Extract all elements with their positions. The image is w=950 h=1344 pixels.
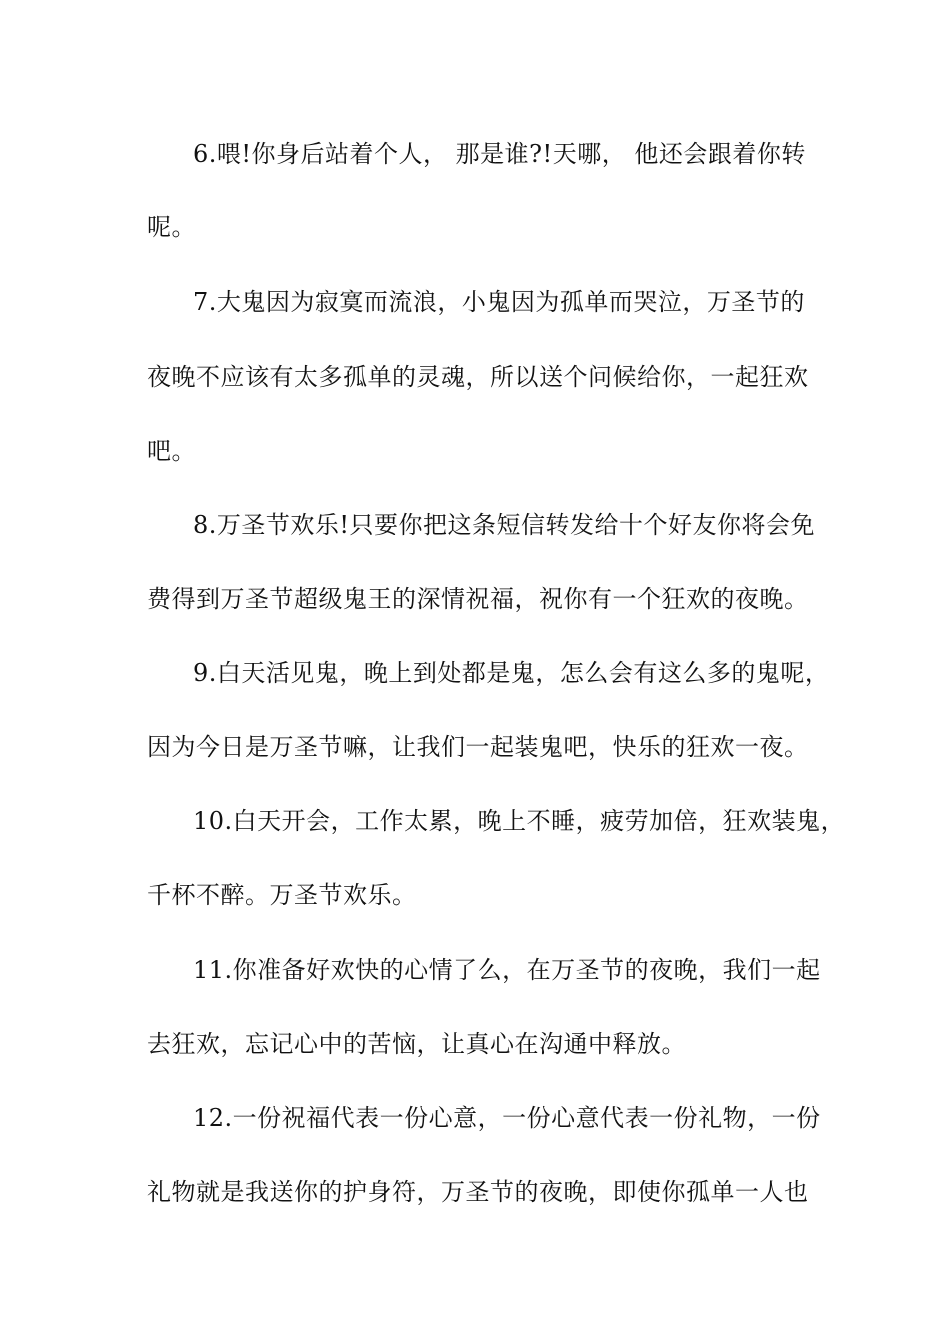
- item-text: 喂!你身后站着个人， 那是谁?!天哪， 他还会跟着你转: [216, 140, 806, 168]
- item-number: 10.: [193, 807, 233, 835]
- item-number: 6.: [193, 140, 217, 168]
- item-7-line-2: 夜晚不应该有太多孤单的灵魂，所以送个问候给你，一起狂欢: [147, 363, 809, 391]
- item-11-line-2: 去狂欢，忘记心中的苦恼，让真心在沟通中释放。: [147, 1030, 686, 1058]
- item-number: 9.: [193, 659, 217, 687]
- item-text: 你准备好欢快的心情了么，在万圣节的夜晚，我们一起: [232, 956, 821, 984]
- item-8-line-1: [193, 509, 873, 541]
- item-8-line-2: 费得到万圣节超级鬼王的深情祝福，祝你有一个狂欢的夜晚。: [147, 585, 809, 613]
- item-text: 万圣节欢乐!只要你把这条短信转发给十个好友你将会免: [216, 511, 816, 539]
- item-text: 大鬼因为寂寞而流浪，小鬼因为孤单而哭泣，万圣节的: [216, 288, 805, 316]
- item-12-line-2: 礼物就是我送你的护身符，万圣节的夜晚，即使你孤单一人也: [147, 1178, 809, 1206]
- item-6-line-1: [193, 138, 873, 170]
- item-number: 7.: [193, 288, 217, 316]
- item-7-line-1: [193, 286, 873, 318]
- item-text: 白天活见鬼，晚上到处都是鬼，怎么会有这么多的鬼呢，: [216, 659, 830, 687]
- item-12-line-1: [193, 1102, 873, 1134]
- item-text: 一份祝福代表一份心意，一份心意代表一份礼物，一份: [232, 1104, 821, 1132]
- item-11-line-1: [193, 954, 873, 986]
- item-9-line-2: 因为今日是万圣节嘛，让我们一起装鬼吧，快乐的狂欢一夜。: [147, 733, 809, 761]
- item-10-line-1: [193, 805, 873, 837]
- item-text: 白天开会，工作太累，晚上不睡，疲劳加倍，狂欢装鬼，: [232, 807, 846, 835]
- item-number: 8.: [193, 511, 217, 539]
- item-number: 11.: [193, 956, 233, 984]
- item-6-line-2: 呢。: [147, 213, 196, 241]
- item-9-line-1: [193, 657, 873, 689]
- item-number: 12.: [193, 1104, 233, 1132]
- item-7-line-3: 吧。: [147, 437, 196, 465]
- item-10-line-2: 千杯不醉。万圣节欢乐。: [147, 881, 417, 909]
